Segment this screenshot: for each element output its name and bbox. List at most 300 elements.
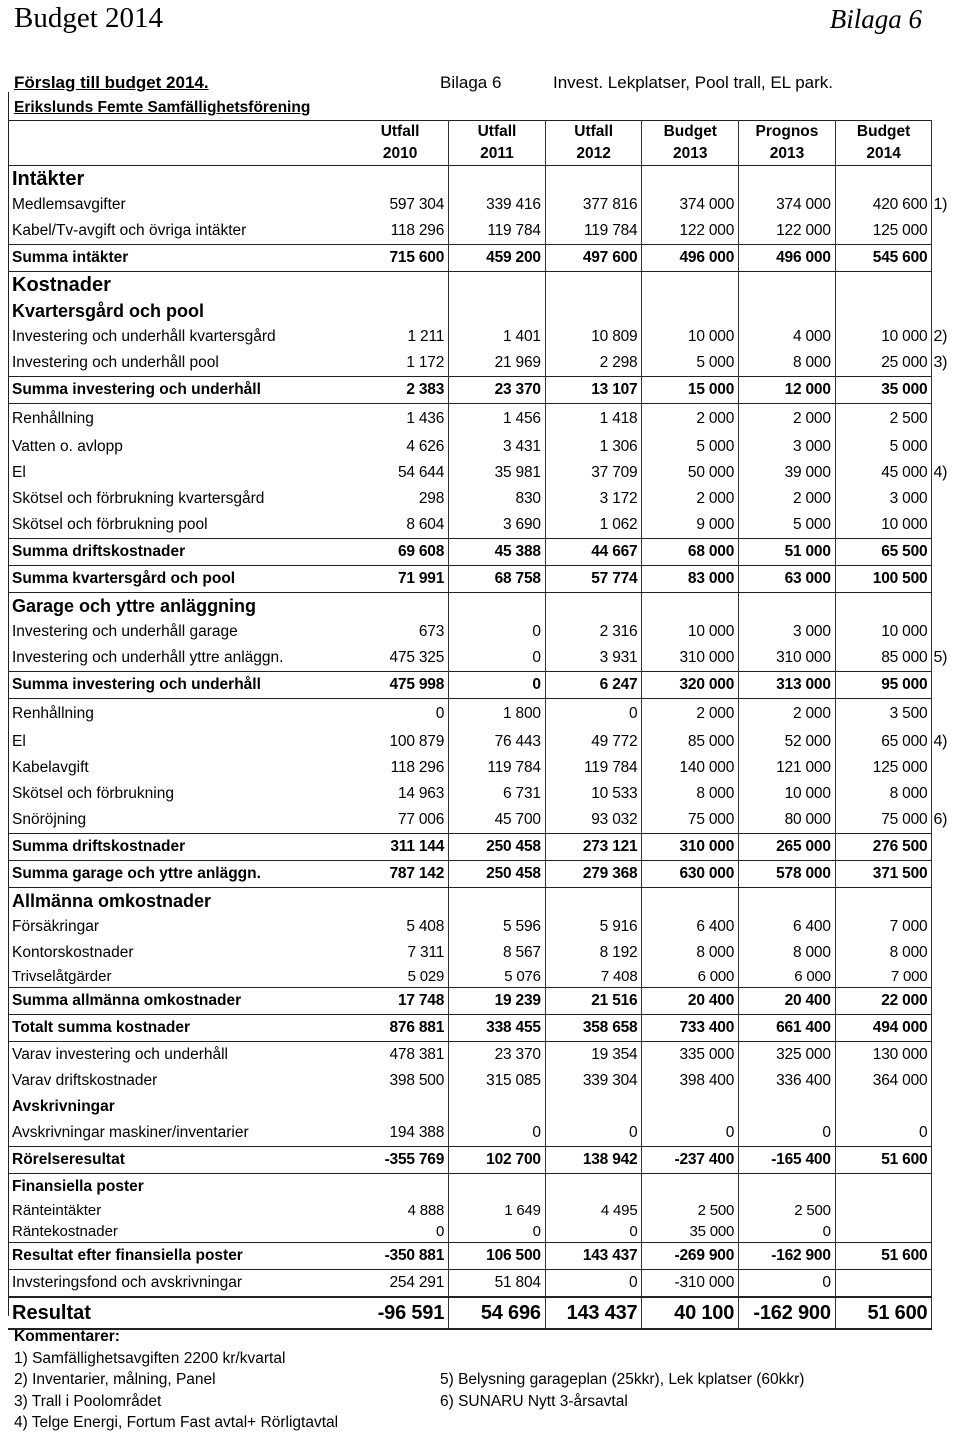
- row-label: Kontorskostnader: [12, 944, 134, 961]
- cell-value: 250 458: [449, 834, 546, 861]
- cell-value: 9 000: [642, 512, 739, 539]
- cell-value: 374 000: [642, 192, 739, 218]
- cell-value: 7 311: [352, 940, 449, 966]
- cell-value: 673: [352, 619, 449, 645]
- cell-value: 76 443: [449, 729, 546, 755]
- table-row: [8, 807, 932, 834]
- cell-value: 0: [449, 645, 546, 672]
- row-label: Försäkringar: [12, 918, 99, 935]
- table-row: [8, 350, 932, 377]
- row-label: Garage och yttre anläggning: [12, 595, 257, 616]
- cell-value: 254 291: [352, 1270, 449, 1298]
- table-row: [8, 834, 932, 861]
- cell-value: [835, 807, 948, 834]
- cell-value: [642, 166, 739, 193]
- cell-value: 119 784: [449, 755, 546, 781]
- cell-value: [545, 272, 642, 299]
- cell-value: 143 437: [545, 1243, 642, 1270]
- cell-value: 1 306: [545, 434, 642, 460]
- cell-value: 138 942: [545, 1147, 642, 1174]
- cell-value: 122 000: [739, 218, 836, 245]
- cell-value: 6 000: [642, 966, 739, 988]
- cell-value: 3 000: [739, 434, 836, 460]
- cell-value: 0: [352, 699, 449, 730]
- cell-value: [739, 298, 836, 324]
- row-label: Avskrivningar maskiner/inventarier: [12, 1124, 249, 1141]
- comment-line: 4) Telge Energi, Fortum Fast avtal+ Rörligtavtal: [14, 1414, 339, 1431]
- cell-value: 63 000: [739, 566, 836, 593]
- cell-value: [835, 1094, 932, 1120]
- table-row: [8, 940, 932, 966]
- cell-value: 2 500: [835, 404, 932, 435]
- cell-value: 377 816: [545, 192, 642, 218]
- cell-value: 3 931: [545, 645, 642, 672]
- cell-value: 265 000: [739, 834, 836, 861]
- cell-value: [352, 888, 449, 915]
- cell-value: 22 000: [835, 988, 932, 1015]
- cell-value: [545, 888, 642, 915]
- row-label: Investering och underhåll yttre anläggn.: [12, 649, 284, 666]
- cell-value: 10 000: [642, 324, 739, 350]
- cell-value: 1 418: [545, 404, 642, 435]
- row-label: Invsteringsfond och avskrivningar: [12, 1274, 243, 1291]
- cell-value: 5 596: [449, 914, 546, 940]
- table-row: [8, 512, 932, 539]
- cell-value: 475 998: [352, 672, 449, 699]
- cell-value: 194 388: [352, 1120, 449, 1147]
- cell-value: [835, 888, 932, 915]
- comments-title: Kommentarer:: [14, 1328, 120, 1345]
- cell-value: 14 963: [352, 781, 449, 807]
- cell-value: [352, 1174, 449, 1201]
- cell-value: 102 700: [449, 1147, 546, 1174]
- cell-value: 398 400: [642, 1068, 739, 1094]
- row-label: Summa investering och underhåll: [8, 672, 352, 699]
- cell-value: 313 000: [739, 672, 836, 699]
- cell-value: 8 000: [739, 940, 836, 966]
- cell-value: 20 400: [642, 988, 739, 1015]
- cell-value: 2 000: [642, 404, 739, 435]
- cell-value: 3 690: [449, 512, 546, 539]
- cell-value: [835, 460, 948, 486]
- table-row: [8, 914, 932, 940]
- cell-value: 6 000: [739, 966, 836, 988]
- row-label: Intäkter: [12, 167, 85, 190]
- page-header-title: Budget 2014: [14, 2, 164, 34]
- cell-value: [545, 1174, 642, 1201]
- cell-value: 20 400: [739, 988, 836, 1015]
- cell-value: -162 900: [739, 1297, 836, 1329]
- cell-value-text: 65 000: [881, 733, 928, 750]
- cell-value: [835, 192, 948, 218]
- cell-value: 0: [545, 1120, 642, 1147]
- cell-value: 51 000: [739, 539, 836, 566]
- cell-value: [739, 1094, 836, 1120]
- row-label: Summa driftskostnader: [8, 834, 352, 861]
- cell-value: 54 644: [352, 460, 449, 486]
- cell-value: [835, 1270, 932, 1298]
- cell-value: 51 804: [449, 1270, 546, 1298]
- table-row: [8, 404, 932, 435]
- cell-value-text: 420 600: [872, 196, 928, 213]
- column-type: Budget: [835, 121, 932, 144]
- cell-value: 54 696: [449, 1297, 546, 1329]
- cell-value: 19 239: [449, 988, 546, 1015]
- cell-value: 10 000: [739, 781, 836, 807]
- cell-value: 830: [449, 486, 546, 512]
- cell-value: 0: [352, 1221, 449, 1243]
- table-row: [8, 1270, 932, 1298]
- cell-value: 6 731: [449, 781, 546, 807]
- cell-value: [739, 166, 836, 193]
- table-row: [8, 861, 932, 888]
- cell-value: 5 000: [642, 350, 739, 377]
- cell-value: 7 000: [835, 914, 932, 940]
- cell-value: 1 172: [352, 350, 449, 377]
- cell-value: [835, 1200, 932, 1221]
- cell-value: 3 172: [545, 486, 642, 512]
- cell-value: 8 000: [739, 350, 836, 377]
- cell-value: 10 000: [835, 619, 932, 645]
- cell-value: 37 709: [545, 460, 642, 486]
- cell-value-text: 10 000: [881, 328, 928, 345]
- cell-value: 0: [835, 1120, 932, 1147]
- row-label: Finansiella poster: [12, 1178, 144, 1195]
- row-label: Skötsel och förbrukning kvartersgård: [12, 490, 265, 507]
- cell-value: 2 500: [739, 1200, 836, 1221]
- cell-value: 69 608: [352, 539, 449, 566]
- row-label: Investering och underhåll kvartersgård: [12, 328, 276, 345]
- footnote-ref: 2): [933, 328, 948, 345]
- table-row: [8, 298, 932, 324]
- cell-value: 1 436: [352, 404, 449, 435]
- cell-value: 339 416: [449, 192, 546, 218]
- cell-value: 0: [449, 619, 546, 645]
- row-label: Ränteintäkter: [12, 1202, 102, 1219]
- cell-value: 630 000: [642, 861, 739, 888]
- cell-value: 80 000: [739, 807, 836, 834]
- row-label: Summa intäkter: [8, 245, 352, 272]
- table-row: [8, 1221, 932, 1243]
- cell-value: 0: [545, 1221, 642, 1243]
- row-label: El: [12, 464, 26, 481]
- row-label: Vatten o. avlopp: [12, 438, 123, 455]
- cell-value: 1 211: [352, 324, 449, 350]
- cell-value-text: 25 000: [881, 354, 928, 371]
- cell-value: 2 000: [739, 486, 836, 512]
- comment-line: 1) Samfällighetsavgiften 2200 kr/kvartal: [14, 1349, 286, 1367]
- comment-line: 3) Trall i Poolområdet: [14, 1392, 162, 1410]
- cell-value: 3 000: [835, 486, 932, 512]
- cell-value: 0: [739, 1270, 836, 1298]
- cell-value: [739, 888, 836, 915]
- table-row: [8, 245, 932, 272]
- cell-value: 125 000: [835, 218, 932, 245]
- cell-value: 2 000: [739, 699, 836, 730]
- cell-value: 5 076: [449, 966, 546, 988]
- cell-value: 3 000: [739, 619, 836, 645]
- cell-value: 0: [642, 1120, 739, 1147]
- cell-value: [835, 1221, 932, 1243]
- cell-value-text: 75 000: [881, 811, 928, 828]
- cell-value: [545, 298, 642, 324]
- column-header-row: [8, 121, 932, 144]
- cell-value: 2 383: [352, 377, 449, 404]
- cell-value-text: 45 000: [881, 464, 928, 481]
- cell-value: 21 516: [545, 988, 642, 1015]
- row-label: Kabelavgift: [12, 759, 89, 776]
- cell-value: 338 455: [449, 1015, 546, 1042]
- cell-value: 310 000: [739, 645, 836, 672]
- cell-value: [449, 166, 546, 193]
- table-row: [8, 166, 932, 193]
- cell-value: 68 000: [642, 539, 739, 566]
- cell-value: [835, 593, 932, 620]
- cell-value: 545 600: [835, 245, 932, 272]
- row-label: Summa allmänna omkostnader: [8, 988, 352, 1015]
- table-row: [8, 699, 932, 730]
- cell-value: 5 000: [739, 512, 836, 539]
- cell-value: 52 000: [739, 729, 836, 755]
- cell-value: [642, 593, 739, 620]
- cell-value: 1 062: [545, 512, 642, 539]
- row-label: Investering och underhåll pool: [12, 354, 219, 371]
- footnote-ref: 5): [933, 649, 948, 666]
- cell-value: 71 991: [352, 566, 449, 593]
- table-row: [8, 324, 932, 350]
- cell-value: 118 296: [352, 755, 449, 781]
- cell-value: 4 495: [545, 1200, 642, 1221]
- association-name: Erikslunds Femte Samfällighetsförening: [14, 99, 311, 116]
- row-label: Renhållning: [12, 410, 94, 427]
- cell-value: 13 107: [545, 377, 642, 404]
- table-row: [8, 988, 932, 1015]
- cell-value: 3 500: [835, 699, 932, 730]
- table-row: [8, 218, 932, 245]
- table-row: [8, 729, 932, 755]
- cell-value: 475 325: [352, 645, 449, 672]
- cell-value: 1 456: [449, 404, 546, 435]
- cell-value: [835, 272, 932, 299]
- cell-value: 68 758: [449, 566, 546, 593]
- row-label: Renhållning: [12, 705, 94, 722]
- row-label: Trivselåtgärder: [12, 968, 112, 985]
- cell-value: -162 900: [739, 1243, 836, 1270]
- cell-value: [835, 645, 948, 672]
- cell-value: 339 304: [545, 1068, 642, 1094]
- cell-value: 371 500: [835, 861, 932, 888]
- cell-value: 4 000: [739, 324, 836, 350]
- column-year-row: [8, 143, 932, 166]
- cell-value: -269 900: [642, 1243, 739, 1270]
- cell-value: 4 888: [352, 1200, 449, 1221]
- cell-value: 12 000: [739, 377, 836, 404]
- row-label: Summa garage och yttre anläggn.: [8, 861, 352, 888]
- cell-value: 45 700: [449, 807, 546, 834]
- cell-value: 2 000: [642, 486, 739, 512]
- comments-section-right: [440, 1369, 804, 1412]
- cell-value: [545, 593, 642, 620]
- cell-value: 119 784: [545, 218, 642, 245]
- cell-value: 8 000: [642, 781, 739, 807]
- cell-value: 715 600: [352, 245, 449, 272]
- cell-value: [835, 324, 948, 350]
- cell-value: 374 000: [739, 192, 836, 218]
- cell-value: 85 000: [642, 729, 739, 755]
- cell-value: 75 000: [642, 807, 739, 834]
- table-row: [8, 1243, 932, 1270]
- column-year: 2012: [545, 143, 642, 166]
- column-year: 2011: [449, 143, 546, 166]
- table-row: [8, 1200, 932, 1221]
- row-label: Räntekostnader: [12, 1223, 118, 1240]
- cell-value: 478 381: [352, 1042, 449, 1069]
- table-row: [8, 1147, 932, 1174]
- cell-value: 2 298: [545, 350, 642, 377]
- cell-value: [352, 166, 449, 193]
- cell-value: 51 600: [835, 1243, 932, 1270]
- cell-value: -355 769: [352, 1147, 449, 1174]
- column-type: Utfall: [352, 121, 449, 144]
- table-row: [8, 486, 932, 512]
- cell-value: 21 969: [449, 350, 546, 377]
- column-type: Utfall: [449, 121, 546, 144]
- cell-value: 40 100: [642, 1297, 739, 1329]
- cell-value: 358 658: [545, 1015, 642, 1042]
- cell-value-text: 85 000: [881, 649, 928, 666]
- cell-value: 100 879: [352, 729, 449, 755]
- table-row: [8, 966, 932, 988]
- table-row: [8, 377, 932, 404]
- table-row: [8, 1174, 932, 1201]
- cell-value: 310 000: [642, 645, 739, 672]
- cell-value: [642, 272, 739, 299]
- cell-value: 93 032: [545, 807, 642, 834]
- cell-value: 77 006: [352, 807, 449, 834]
- cell-value: 398 500: [352, 1068, 449, 1094]
- row-label: Totalt summa kostnader: [8, 1015, 352, 1042]
- cell-value: 787 142: [352, 861, 449, 888]
- cell-value: 35 000: [642, 1221, 739, 1243]
- cell-value: 6 400: [642, 914, 739, 940]
- cell-value: 140 000: [642, 755, 739, 781]
- header-spacer: [8, 121, 352, 144]
- row-label: Kabel/Tv-avgift och övriga intäkter: [12, 222, 247, 239]
- cell-value: 6 400: [739, 914, 836, 940]
- cell-value: [449, 1094, 546, 1120]
- cell-value: 122 000: [642, 218, 739, 245]
- cell-value: 5 408: [352, 914, 449, 940]
- row-label: Resultat efter finansiella poster: [8, 1243, 352, 1270]
- row-label: Summa driftskostnader: [8, 539, 352, 566]
- table-row: [8, 566, 932, 593]
- cell-value: 121 000: [739, 755, 836, 781]
- cell-value: 35 981: [449, 460, 546, 486]
- cell-value: [642, 1174, 739, 1201]
- cell-value: 5 000: [835, 434, 932, 460]
- cell-value: 311 144: [352, 834, 449, 861]
- cell-value: 143 437: [545, 1297, 642, 1329]
- invest-note: Invest. Lekplatser, Pool trall, EL park.: [553, 73, 834, 92]
- cell-value: [835, 298, 932, 324]
- cell-value: [835, 350, 948, 377]
- cell-value: 5 916: [545, 914, 642, 940]
- row-label: Snöröjning: [12, 811, 87, 828]
- footnote-ref: 4): [933, 464, 948, 481]
- table-row: [8, 619, 932, 645]
- cell-value: 7 408: [545, 966, 642, 988]
- cell-value: 661 400: [739, 1015, 836, 1042]
- table-row: [8, 672, 932, 699]
- cell-value: [449, 888, 546, 915]
- cell-value: 100 500: [835, 566, 932, 593]
- cell-value: 8 192: [545, 940, 642, 966]
- cell-value: -310 000: [642, 1270, 739, 1298]
- comment-line: 6) SUNARU Nytt 3-årsavtal: [440, 1392, 628, 1410]
- cell-value: 496 000: [642, 245, 739, 272]
- footnote-ref: 1): [933, 196, 948, 213]
- row-label: Summa investering och underhåll: [8, 377, 352, 404]
- bilaga-label: Bilaga 6: [440, 73, 502, 92]
- table-row: [8, 1015, 932, 1042]
- column-type: Utfall: [545, 121, 642, 144]
- table-row: [8, 1297, 932, 1329]
- budget-table: [8, 120, 948, 1330]
- column-year: 2013: [739, 143, 836, 166]
- cell-value: 118 296: [352, 218, 449, 245]
- table-row: [8, 755, 932, 781]
- cell-value: [739, 272, 836, 299]
- cell-value: -165 400: [739, 1147, 836, 1174]
- cell-value: 364 000: [835, 1068, 932, 1094]
- table-row: [8, 593, 932, 620]
- row-label: Varav driftskostnader: [12, 1072, 158, 1089]
- cell-value: 250 458: [449, 861, 546, 888]
- cell-value: 5 029: [352, 966, 449, 988]
- cell-value: [545, 1094, 642, 1120]
- cell-value: 1 649: [449, 1200, 546, 1221]
- cell-value: [642, 1094, 739, 1120]
- cell-value: 578 000: [739, 861, 836, 888]
- table-row: [8, 272, 932, 299]
- table-row: [8, 192, 932, 218]
- cell-value: [449, 593, 546, 620]
- cell-value: 279 368: [545, 861, 642, 888]
- cell-value: [642, 888, 739, 915]
- cell-value: 494 000: [835, 1015, 932, 1042]
- proposal-title: Förslag till budget 2014.: [14, 73, 209, 92]
- cell-value: 0: [449, 672, 546, 699]
- cell-value: 8 000: [835, 781, 932, 807]
- cell-value: [449, 298, 546, 324]
- cell-value: 496 000: [739, 245, 836, 272]
- row-label: Avskrivningar: [12, 1098, 115, 1115]
- cell-value: 2 500: [642, 1200, 739, 1221]
- cell-value: 298: [352, 486, 449, 512]
- cell-value: 4 626: [352, 434, 449, 460]
- cell-value: 10 809: [545, 324, 642, 350]
- cell-value: 3 431: [449, 434, 546, 460]
- header-spacer: [8, 143, 352, 166]
- cell-value: [739, 593, 836, 620]
- cell-value: 57 774: [545, 566, 642, 593]
- cell-value: 8 000: [642, 940, 739, 966]
- cell-value: 23 370: [449, 377, 546, 404]
- cell-value: 335 000: [642, 1042, 739, 1069]
- cell-value: 0: [739, 1221, 836, 1243]
- cell-value: 2 000: [739, 404, 836, 435]
- row-label: Investering och underhåll garage: [12, 623, 238, 640]
